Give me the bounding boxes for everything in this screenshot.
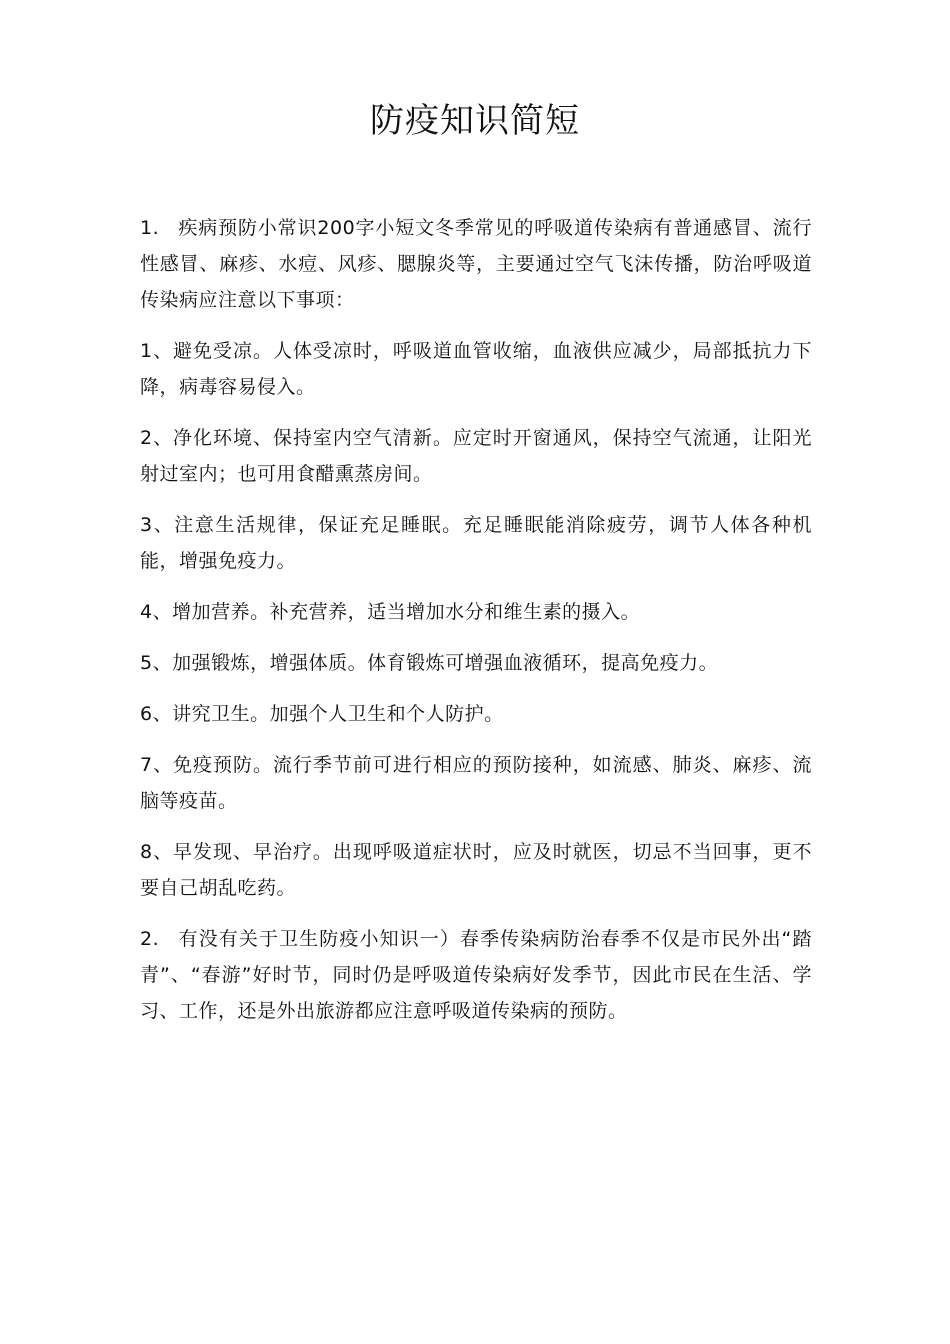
paragraph-text: 4、增加营养。补充营养，适当增加水分和维生素的摄入。 xyxy=(140,601,641,623)
paragraph-text: 有没有关于卫生防疫小知识一）春季传染病防治春季不仅是市民外出“踏青”、“春游”好时节，同时仍是呼吸道传染病好发季节，因此市民在生活、学习、工作，还是外出旅游都应注意呼吸道传染病的预防。 xyxy=(140,928,812,1022)
paragraph-text: 5、加强锻炼，增强体质。体育锻炼可增强血液循环，提高免疫力。 xyxy=(140,652,719,674)
paragraph-2 xyxy=(140,921,812,1029)
document-body xyxy=(140,210,812,1044)
paragraph-text: 1、避免受凉。人体受凉时，呼吸道血管收缩，血液供应减少，局部抵抗力下降，病毒容易侵入。 xyxy=(140,340,812,398)
paragraph-1 xyxy=(140,210,812,318)
paragraph-item-7 xyxy=(140,747,812,819)
paragraph-text: 2、净化环境、保持室内空气清新。应定时开窗通风，保持空气流通，让阳光射过室内；也可用食醋熏蒸房间。 xyxy=(140,427,812,485)
paragraph-item-4 xyxy=(140,594,812,630)
paragraph-text: 7、免疫预防。流行季节前可进行相应的预防接种，如流感、肺炎、麻疹、流脑等疫苗。 xyxy=(140,754,812,812)
paragraph-item-5 xyxy=(140,645,812,681)
paragraph-item-6 xyxy=(140,696,812,732)
list-number: 1. xyxy=(140,217,160,239)
paragraph-item-1 xyxy=(140,333,812,405)
paragraph-text: 8、早发现、早治疗。出现呼吸道症状时，应及时就医，切忌不当回事，更不要自己胡乱吃药。 xyxy=(140,841,812,899)
paragraph-text: 6、讲究卫生。加强个人卫生和个人防护。 xyxy=(140,703,504,725)
paragraph-item-2 xyxy=(140,420,812,492)
paragraph-item-8 xyxy=(140,834,812,906)
page-title: 防疫知识简短 xyxy=(370,101,580,141)
paragraph-text: 疾病预防小常识200字小短文冬季常见的呼吸道传染病有普通感冒、流行性感冒、麻疹、水痘、风疹、腮腺炎等，主要通过空气飞沫传播，防治呼吸道传染病应注意以下事项： xyxy=(140,217,812,311)
list-number: 2. xyxy=(140,928,160,950)
paragraph-text: 3、注意生活规律，保证充足睡眠。充足睡眠能消除疲劳，调节人体各种机能，增强免疫力。 xyxy=(140,514,812,572)
paragraph-item-3 xyxy=(140,507,812,579)
